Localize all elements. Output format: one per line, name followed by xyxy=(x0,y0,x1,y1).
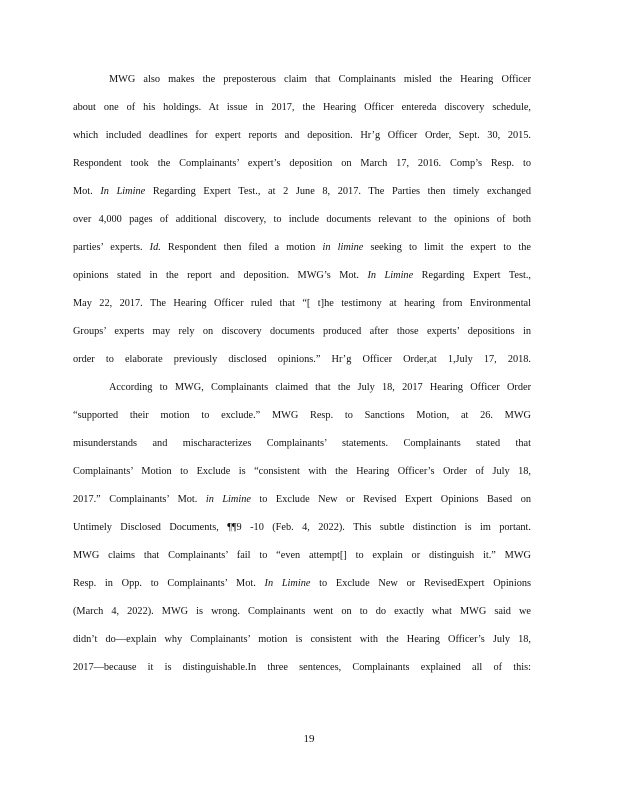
text-line: Untimely Disclosed Documents, ¶¶9 -10 (Feb. 4, 2022). This subtle distinction is im portant. xyxy=(73,522,531,533)
text-line: 2017.” Complainants’ Mot. in Limine to Exclude New or Revised Expert Opinions Based on xyxy=(73,494,531,505)
text-line: over 4,000 pages of additional discovery, to include documents relevant to the opinions of both xyxy=(73,214,531,225)
text-line: Complainants’ Motion to Exclude is “consistent with the Hearing Officer’s Order of July 18, xyxy=(73,466,531,477)
page-number: 19 xyxy=(303,733,315,745)
text-line: opinions stated in the report and deposition. MWG’s Mot. In Limine Regarding Expert Test., xyxy=(73,270,531,281)
body-text xyxy=(73,66,531,682)
text-line: According to MWG, Complainants claimed that the July 18, 2017 Hearing Officer Order xyxy=(109,382,531,393)
paragraph-2 xyxy=(73,374,531,682)
text-line: didn’t do—explain why Complainants’ motion is consistent with the Hearing Officer’s July 18, xyxy=(73,634,531,645)
text-line: 2017—because it is distinguishable.In three sentences, Complainants explained all of this: xyxy=(73,662,531,673)
text-line: Respondent took the Complainants’ expert’s deposition on March 17, 2016. Comp’s Resp. to xyxy=(73,158,531,169)
text-line: parties’ experts. Id. Respondent then filed a motion in limine seeking to limit the expert to the xyxy=(73,242,531,253)
text-line: MWG also makes the preposterous claim that Complainants misled the Hearing Officer xyxy=(109,74,531,85)
text-line: (March 4, 2022). MWG is wrong. Complainants went on to do exactly what MWG said we xyxy=(73,606,531,617)
text-line: order to elaborate previously disclosed opinions.” Hr’g Officer Order,at 1,July 17, 2018. xyxy=(73,354,531,365)
text-line: about one of his holdings. At issue in 2017, the Hearing Officer entereda discovery schedule, xyxy=(73,102,531,113)
text-line: Mot. In Limine Regarding Expert Test., at 2 June 8, 2017. The Parties then timely exchanged xyxy=(73,186,531,197)
text-line: which included deadlines for expert reports and deposition. Hr’g Officer Order, Sept. 30, 2015. xyxy=(73,130,531,141)
text-line: MWG claims that Complainants’ fail to “even attempt[] to explain or distinguish it.” MWG xyxy=(73,550,531,561)
paragraph-1 xyxy=(73,66,531,374)
text-line: May 22, 2017. The Hearing Officer ruled that “[ t]he testimony at hearing from Environmental xyxy=(73,298,531,309)
text-line: Resp. in Opp. to Complainants’ Mot. In Limine to Exclude New or RevisedExpert Opinions xyxy=(73,578,531,589)
text-line: “supported their motion to exclude.” MWG Resp. to Sanctions Motion, at 26. MWG xyxy=(73,410,531,421)
text-line: Groups’ experts may rely on discovery documents produced after those experts’ depositions in xyxy=(73,326,531,337)
text-line: misunderstands and mischaracterizes Complainants’ statements. Complainants stated that xyxy=(73,438,531,449)
